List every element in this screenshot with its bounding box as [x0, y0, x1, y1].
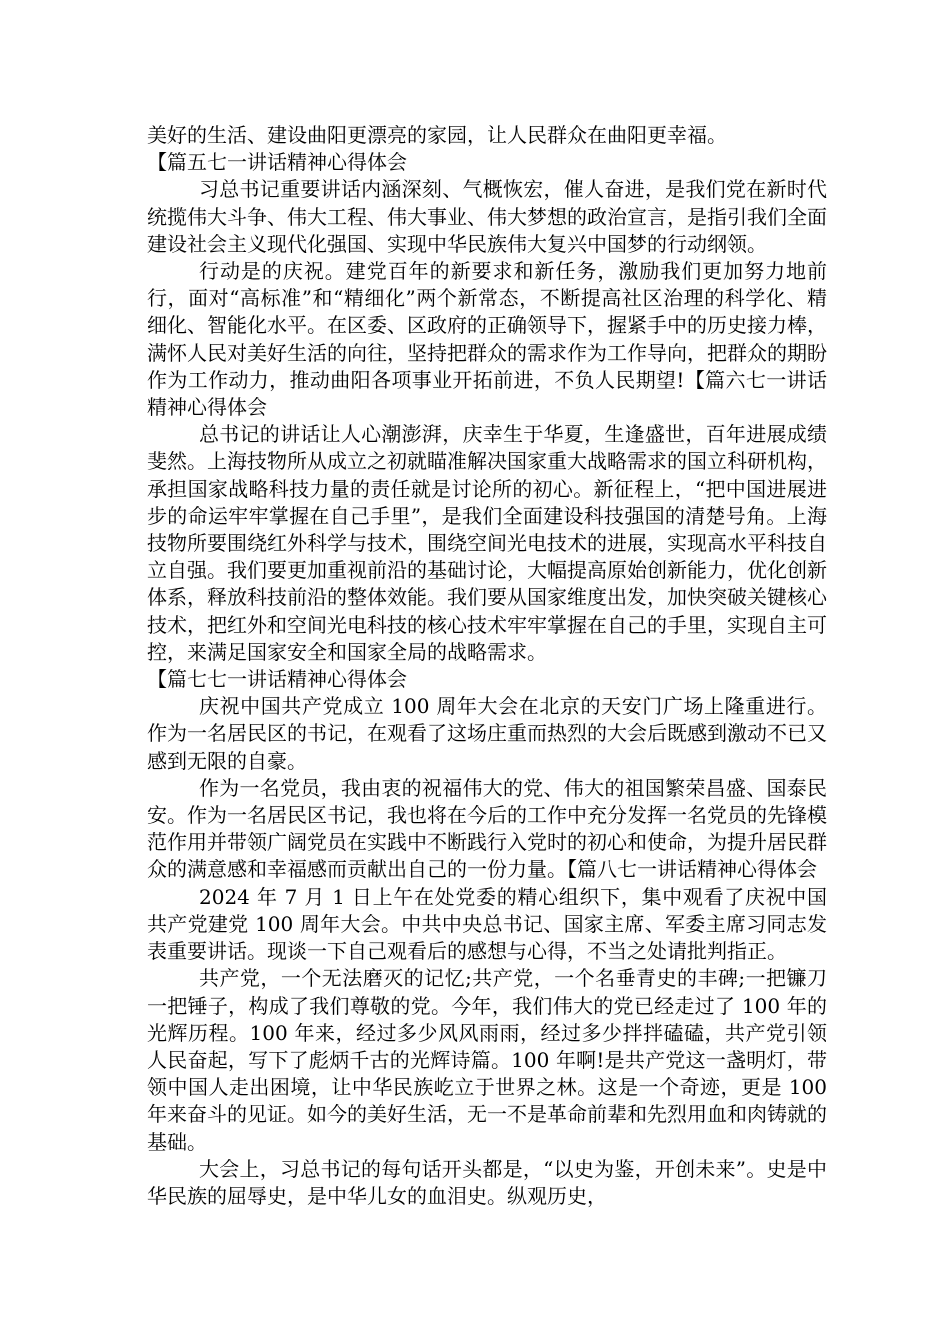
paragraph: 总书记的讲话让人心潮澎湃，庆幸生于华夏，生逢盛世，百年进展成绩斐然。上海技物所从成立之初就瞄准解决国家重大战略需求的国立科研机构，承担国家战略科技力量的责任就是讨论所的初心。新征程上，“把中国进展进步的命运牢牢掌握在自己手里”，是我们全面建设科技强国的清楚号角。上海技物所要围绕红外科学与技术，围绕空间光电技术的进展，实现高水平科技自立自强。我们要更加重视前沿的基础讨论，大幅提高原始创新能力，优化创新体系，释放科技前沿的整体效能。我们要从国家维度出发，加快突破关键核心技术，把红外和空间光电科技的核心技术牢牢掌握在自己的手里，实现自主可控，来满足国家安全和国家全局的战略需求。	[147, 422, 827, 664]
paragraph: 大会上，习总书记的每句话开头都是，“以史为鉴，开创未来”。史是中华民族的屈辱史，是中华儿女的血泪史。纵观历史，	[147, 1156, 827, 1208]
section-heading-7: 【篇七七一讲话精神心得体会	[147, 667, 407, 692]
section-heading-5: 【篇五七一讲话精神心得体会	[147, 150, 407, 175]
paragraph: 2024 年 7 月 1 日上午在处党委的精心组织下，集中观看了庆祝中国共产党建党 100 周年大会。中共中央总书记、国家主席、军委主席习同志发表重要讲话。现谈一下自己观看后的感想与心得，不当之处请批判指正。	[147, 884, 827, 964]
document-body	[147, 122, 827, 1210]
paragraph: 作为一名党员，我由衷的祝福伟大的党、伟大的祖国繁荣昌盛、国泰民安。作为一名居民区书记，我也将在今后的工作中充分发挥一名党员的先锋模范作用并带领广阔党员在实践中不断践行入党时的初心和使命，为提升居民群众的满意感和幸福感而贡献出自己的一份力量。【篇八七一讲话精神心得体会	[147, 775, 827, 882]
paragraph: 共产党，一个无法磨灭的记忆;共产党，一个名垂青史的丰碑;一把镰刀一把锤子，构成了我们尊敬的党。今年，我们伟大的党已经走过了 100 年的光辉历程。100 年来，经过多少风风雨雨，经过多少拌拌磕磕，共产党引领人民奋起，写下了彪炳千古的光辉诗篇。100 年啊!是共产党这一盏明灯，带领中国人走出困境，让中华民族屹立于世界之林。这是一个奇迹，更是 100 年来奋斗的见证。如今的美好生活，无一不是革命前辈和先烈用血和肉铸就的基础。	[147, 966, 827, 1154]
paragraph: 行动是的庆祝。建党百年的新要求和新任务，激励我们更加努力地前行，面对“高标准”和“精细化”两个新常态，不断提高社区治理的科学化、精细化、智能化水平。在区委、区政府的正确领导下，握紧手中的历史接力棒，满怀人民对美好生活的向往，坚持把群众的需求作为工作导向，把群众的期盼作为工作动力，推动曲阳各项事业开拓前进，不负人民期望!【篇六七一讲话精神心得体会	[147, 259, 827, 420]
paragraph-continuation: 美好的生活、建设曲阳更漂亮的家园，让人民群众在曲阳更幸福。	[147, 123, 727, 147]
paragraph: 习总书记重要讲话内涵深刻、气概恢宏，催人奋进，是我们党在新时代统揽伟大斗争、伟大工程、伟大事业、伟大梦想的政治宣言，是指引我们全面建设社会主义现代化强国、实现中华民族伟大复兴中国梦的行动纲领。	[147, 177, 827, 256]
paragraph: 庆祝中国共产党成立 100 周年大会在北京的天安门广场上隆重进行。作为一名居民区的书记，在观看了这场庄重而热烈的大会后既感到激动不已又感到无限的自豪。	[147, 694, 827, 773]
